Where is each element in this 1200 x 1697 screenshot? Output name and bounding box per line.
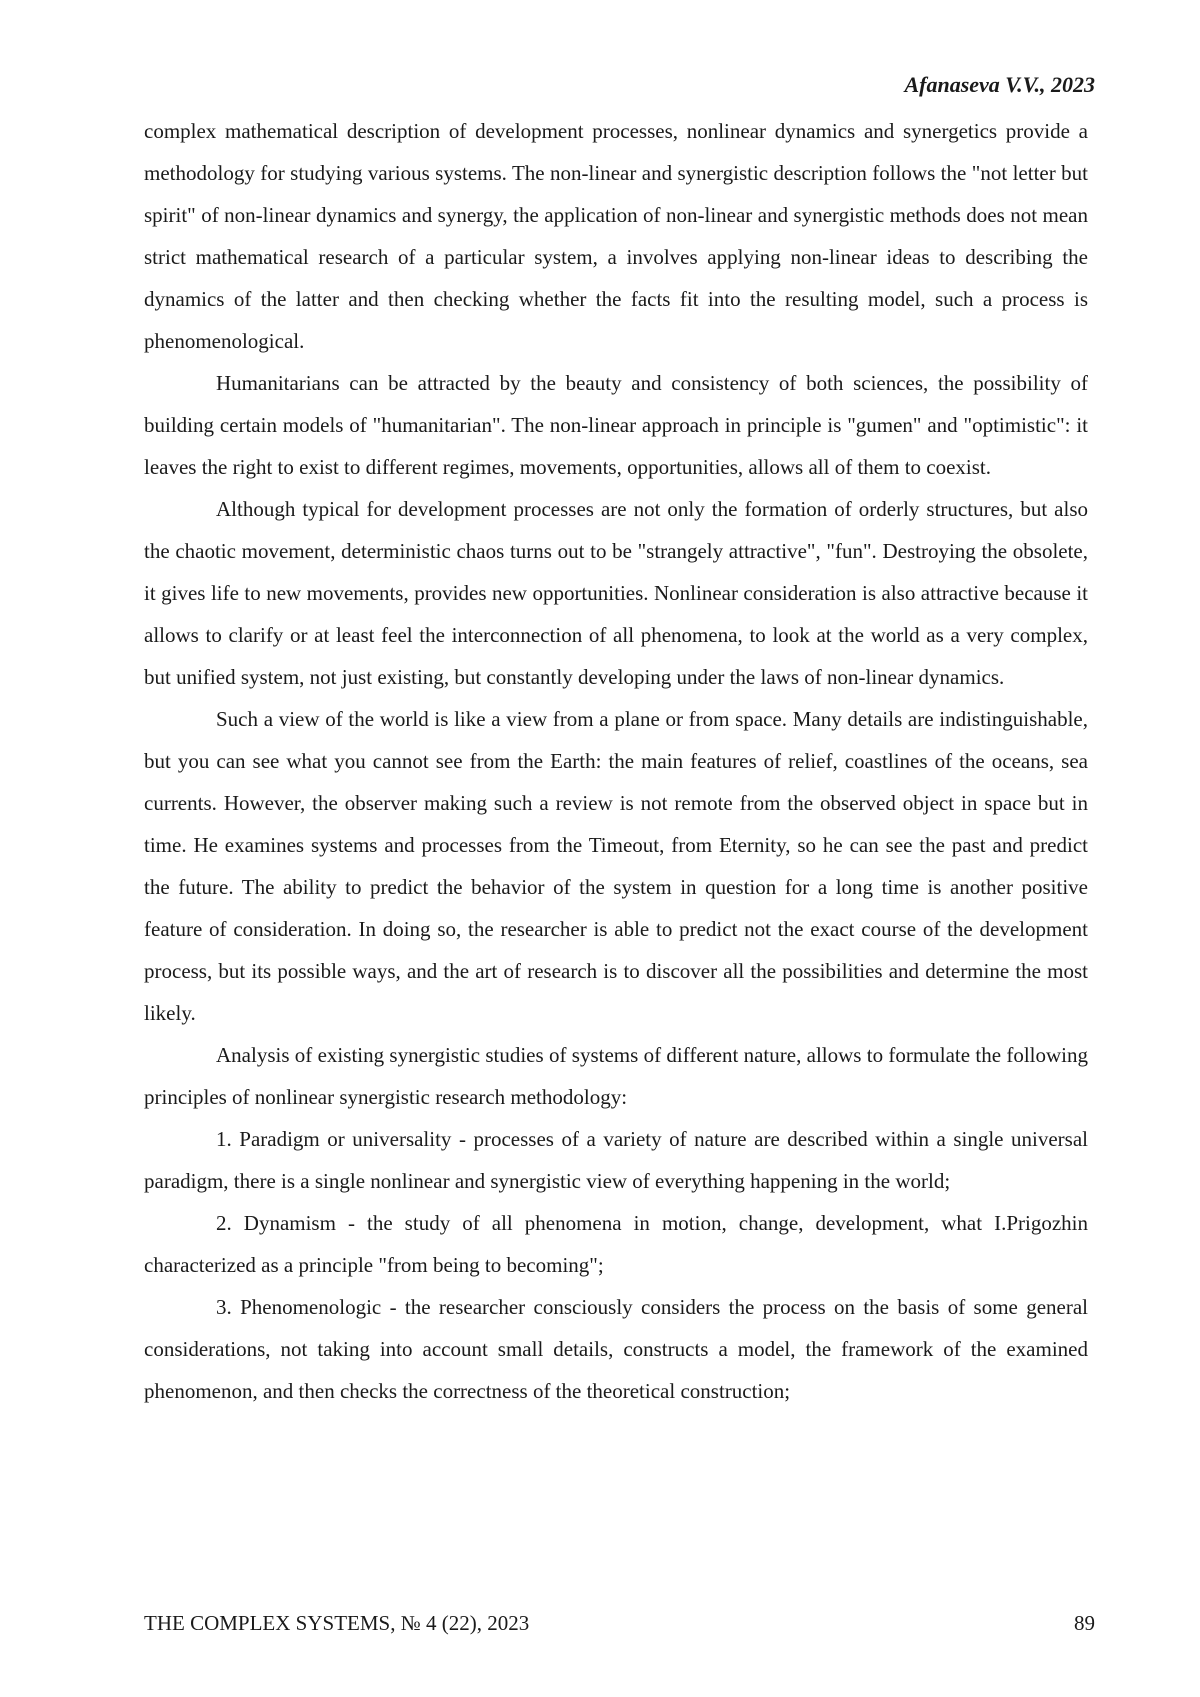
running-head: Afanaseva V.V., 2023: [904, 72, 1095, 97]
paragraph-continuation: complex mathematical description of development processes, nonlinear dynamics and synergetics provide a methodology for studying various systems. The non-linear and synergistic description follows the "not letter but spirit" of non-linear dynamics and synergy, the application of non-linear and synergistic methods does not mean strict mathematical research of a particular system, a involves applying non-linear ideas to describing the dynamics of the latter and then checking whether the facts fit into the resulting model, such a process is phenomenological.: [144, 119, 1088, 353]
paragraph: Such a view of the world is like a view from a plane or from space. Many details are indistinguishable, but you can see what you cannot see from the Earth: the main features of relief, coastlines of the oceans, sea currents. However, the observer making such a review is not remote from the observed object in space but in time. He examines systems and processes from the Timeout, from Eternity, so he can see the past and predict the future. The ability to predict the behavior of the system in question for a long time is another positive feature of consideration. In doing so, the researcher is able to predict not the exact course of the development process, but its possible ways, and the art of research is to discover all the possibilities and determine the most likely.: [144, 707, 1088, 1025]
footer-journal-title: THE COMPLEX SYSTEMS, № 4 (22), 2023: [144, 1611, 530, 1635]
list-item-principle: 3. Phenomenologic - the researcher consciously considers the process on the basis of some general considerations, not taking into account small details, constructs a model, the framework of the examined phenomenon, and then checks the correctness of the theoretical construction;: [144, 1295, 1088, 1403]
paragraph: Analysis of existing synergistic studies of systems of different nature, allows to formulate the following principles of nonlinear synergistic research methodology:: [144, 1043, 1088, 1109]
list-item-principle: 2. Dynamism - the study of all phenomena in motion, change, development, what I.Prigozhin characterized as a principle "from being to becoming";: [144, 1211, 1088, 1277]
paragraph: Although typical for development processes are not only the formation of orderly structures, but also the chaotic movement, deterministic chaos turns out to be "strangely attractive", "fun". Destroying the obsolete, it gives life to new movements, provides new opportunities. Nonlinear consideration is also attractive because it allows to clarify or at least feel the interconnection of all phenomena, to look at the world as a very complex, but unified system, not just existing, but constantly developing under the laws of non-linear dynamics.: [144, 497, 1088, 689]
body-text: [144, 110, 1088, 1412]
page-number: 89: [1074, 1611, 1095, 1635]
list-item-principle: 1. Paradigm or universality - processes of a variety of nature are described within a single universal paradigm, there is a single nonlinear and synergistic view of everything happening in the world;: [144, 1127, 1088, 1193]
paragraph: Humanitarians can be attracted by the beauty and consistency of both sciences, the possibility of building certain models of "humanitarian". The non-linear approach in principle is "gumen" and "optimistic": it leaves the right to exist to different regimes, movements, opportunities, allows all of them to coexist.: [144, 371, 1088, 479]
